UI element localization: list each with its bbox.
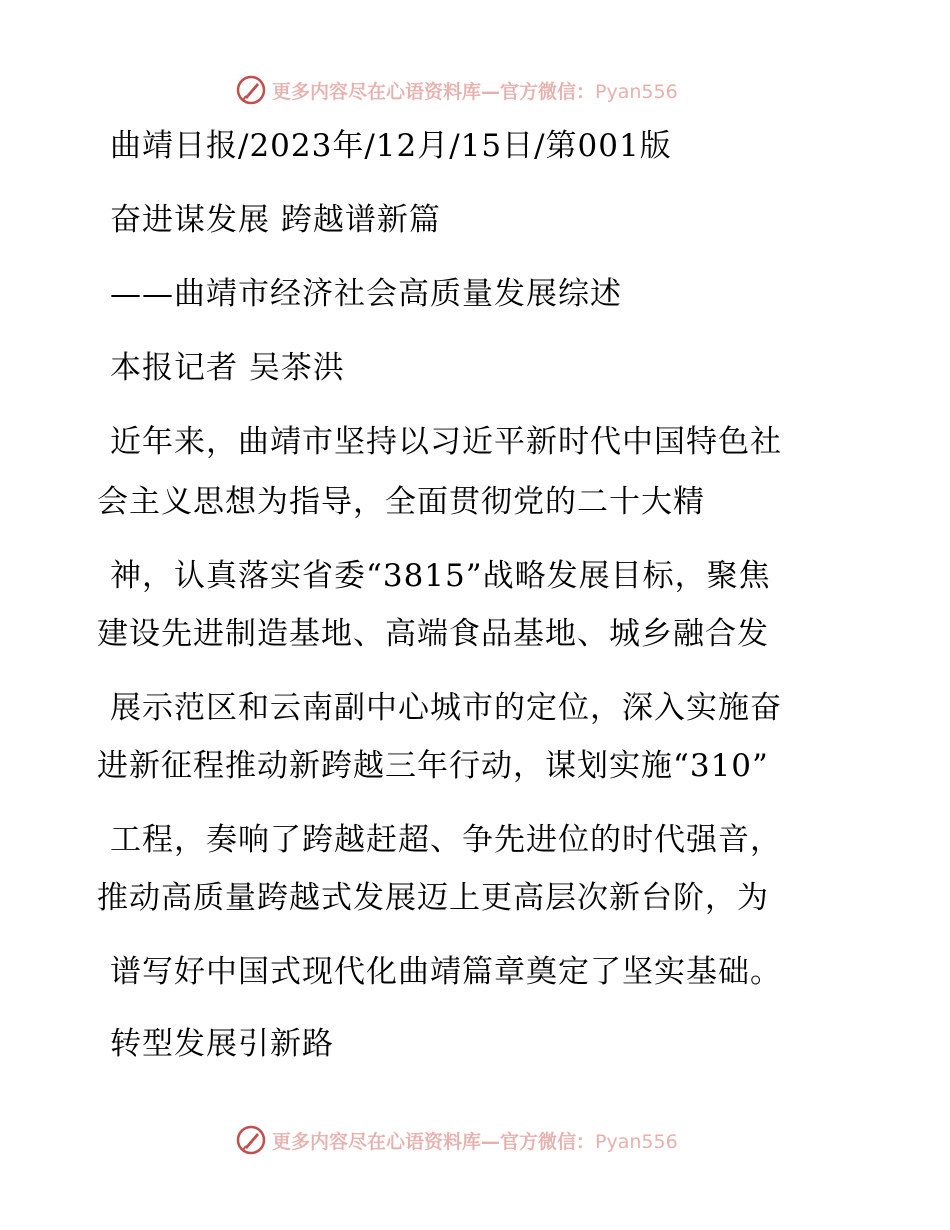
watermark-label: 更多内容尽在心语资料库—官方微信： bbox=[272, 1130, 596, 1153]
watermark-wechat-id: Pyan556 bbox=[595, 80, 678, 103]
article-title: 奋进谋发展 跨越谱新篇 bbox=[110, 202, 441, 238]
body-line: 近年来，曲靖市坚持以习近平新时代中国特色社 bbox=[110, 424, 782, 460]
body-line: 建设先进制造基地、高端食品基地、城乡融合发 bbox=[97, 616, 769, 652]
feather-pen-logo-icon bbox=[236, 1125, 266, 1155]
watermark-text bbox=[272, 77, 678, 104]
feather-pen-logo-icon bbox=[236, 75, 266, 105]
byline: 本报记者 吴茶洪 bbox=[110, 350, 345, 386]
body-line: 推动高质量跨越式发展迈上更高层次新台阶，为 bbox=[97, 880, 769, 916]
source-line: 曲靖日报/2023年/12月/15日/第001版 bbox=[110, 128, 672, 164]
watermark-wechat-id: Pyan556 bbox=[595, 1130, 678, 1153]
body-line: 谱写好中国式现代化曲靖篇章奠定了坚实基础。 bbox=[110, 954, 782, 990]
article-subtitle: ——曲靖市经济社会高质量发展综述 bbox=[110, 276, 622, 312]
watermark-header bbox=[236, 72, 716, 108]
body-line: 工程，奏响了跨越赶超、争先进位的时代强音， bbox=[110, 822, 782, 858]
body-line: 神，认真落实省委“3815”战略发展目标，聚焦 bbox=[110, 558, 771, 594]
section-heading: 转型发展引新路 bbox=[110, 1026, 334, 1062]
body-line: 进新征程推动新跨越三年行动，谋划实施“310” bbox=[97, 748, 769, 784]
watermark-footer bbox=[236, 1122, 716, 1158]
body-line: 展示范区和云南副中心城市的定位，深入实施奋 bbox=[110, 690, 782, 726]
body-line: 会主义思想为指导，全面贯彻党的二十大精 bbox=[97, 484, 705, 520]
watermark-label: 更多内容尽在心语资料库—官方微信： bbox=[272, 80, 596, 103]
watermark-text bbox=[272, 1127, 678, 1154]
